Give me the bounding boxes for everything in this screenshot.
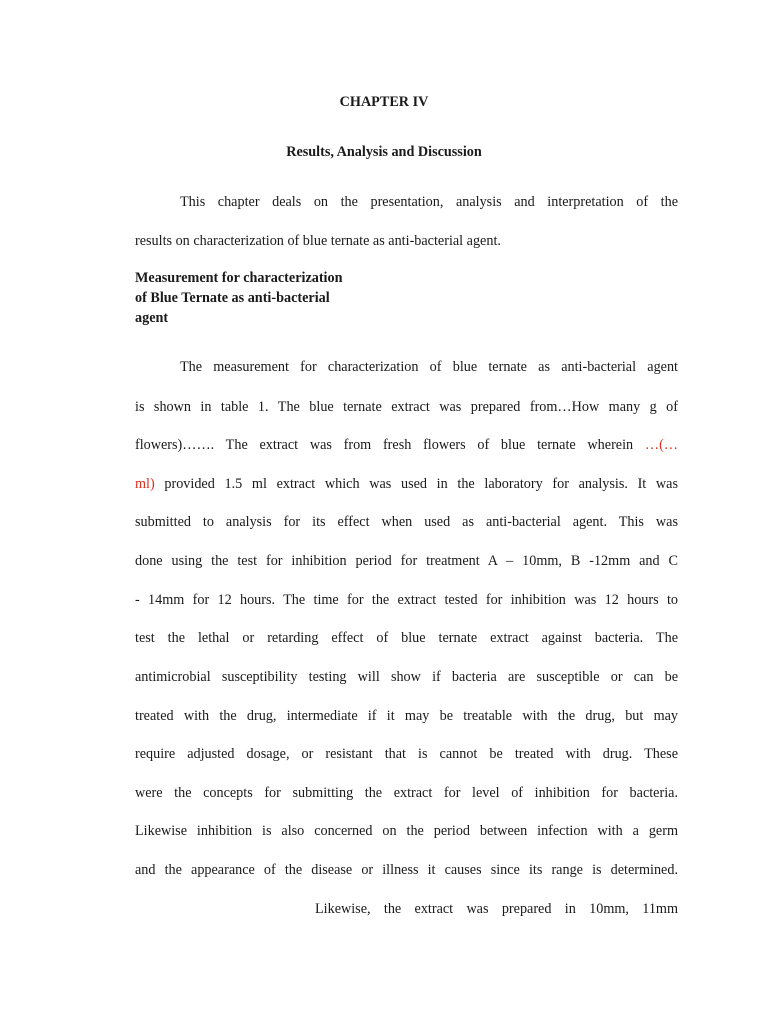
body-line-9: antimicrobial susceptibility testing will show if bacteria are susceptible or can be: [135, 669, 678, 685]
body-line-5: submitted to analysis for its effect when used as anti-bacterial agent. This was: [135, 514, 678, 530]
body-line-4-text: provided 1.5 ml extract which was used in the laboratory for analysis. It was: [164, 476, 678, 492]
body-line-14: and the appearance of the disease or illness it causes since its range is determined.: [135, 862, 678, 878]
body-line-12: were the concepts for submitting the extract for level of inhibition for bacteria.: [135, 785, 678, 801]
subheading-line-1: Measurement for characterization: [135, 270, 343, 286]
body-line-15: Likewise, the extract was prepared in 10mm, 11mm: [315, 901, 678, 917]
chapter-title: CHAPTER IV: [339, 94, 429, 110]
intro-line-1: This chapter deals on the presentation, analysis and interpretation of the: [180, 194, 678, 210]
body-line-3-text: flowers)……. The extract was from fresh flowers of blue ternate wherein: [135, 437, 634, 453]
subheading-line-2: of Blue Ternate as anti-bacterial: [135, 290, 330, 306]
placeholder-red-1: …(…: [644, 437, 678, 453]
body-line-3: [135, 435, 678, 455]
intro-line-2: results on characterization of blue ternate as anti-bacterial agent.: [135, 233, 501, 249]
body-line-13: Likewise inhibition is also concerned on the period between infection with a germ: [135, 823, 678, 839]
placeholder-red-2: ml): [135, 476, 155, 492]
body-line-11: require adjusted dosage, or resistant that is cannot be treated with drug. These: [135, 746, 678, 762]
body-line-7: - 14mm for 12 hours. The time for the extract tested for inhibition was 12 hours to: [135, 592, 678, 608]
body-line-10: treated with the drug, intermediate if it may be treatable with the drug, but may: [135, 708, 678, 724]
body-line-2: is shown in table 1. The blue ternate extract was prepared from…How many g of: [135, 399, 678, 415]
body-line-8: test the lethal or retarding effect of blue ternate extract against bacteria. The: [135, 630, 678, 646]
body-line-1: The measurement for characterization of blue ternate as anti-bacterial agent: [180, 359, 678, 375]
body-line-6: done using the test for inhibition period for treatment A – 10mm, B -12mm and C: [135, 553, 678, 569]
subheading-line-3: agent: [135, 310, 169, 326]
section-title: Results, Analysis and Discussion: [286, 144, 482, 160]
body-line-4: [135, 474, 678, 494]
